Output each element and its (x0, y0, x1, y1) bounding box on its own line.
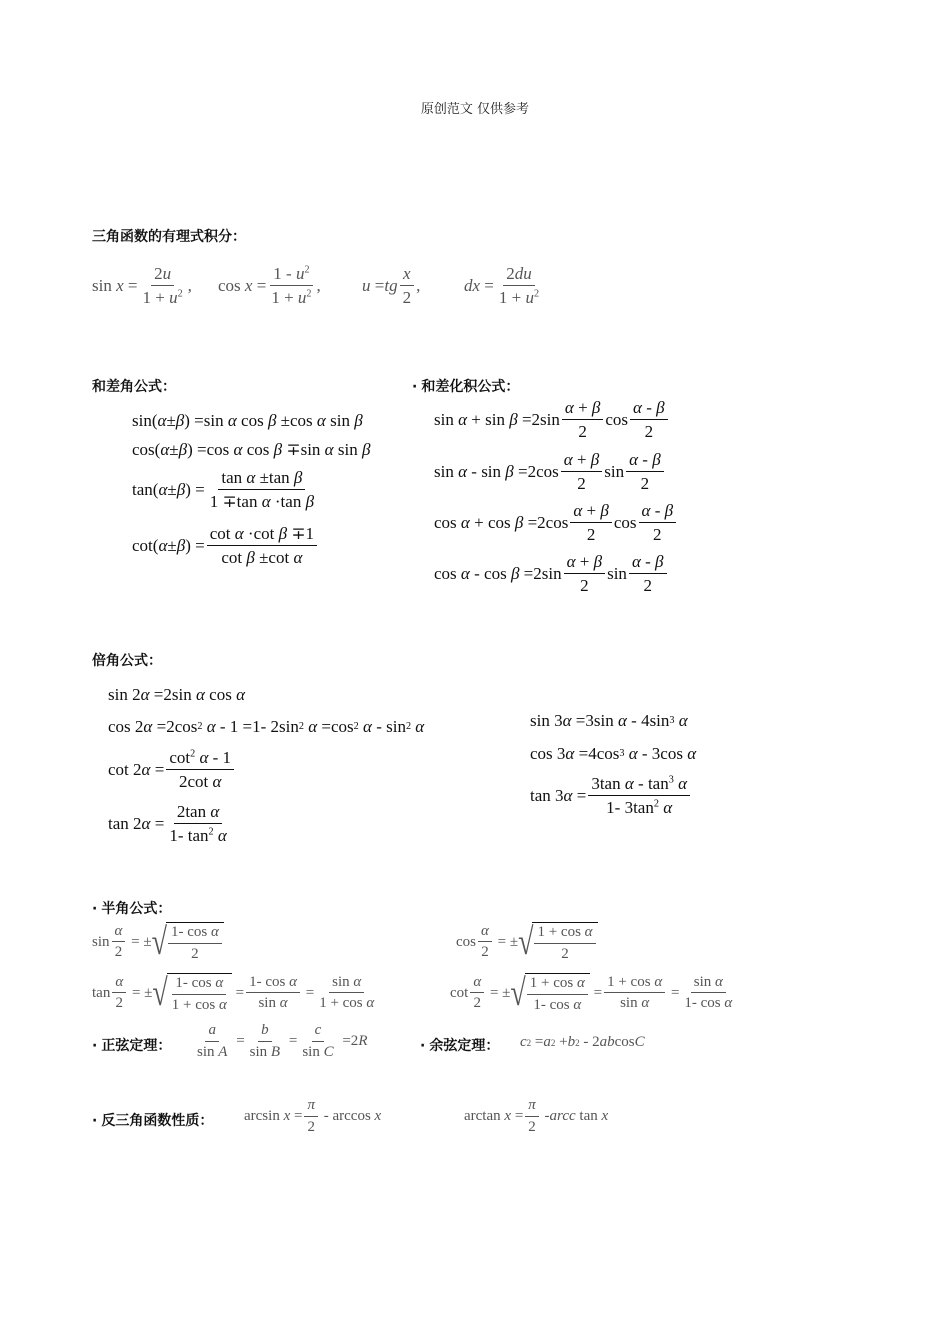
formula-sin-minus-sin: sin α - sin β =2cos $\frac{\alpha + \beta}{2}$ sin $\frac{\alpha - \beta}{2}$ (434, 451, 666, 493)
formula-sin3a: sin 3 α =3sin α - 4sin 3 α (530, 711, 688, 730)
formula-tan-half: tan $\frac{\alpha}{2}$ = ± √ $\frac{\text{1- cos α}}{\text{1 + cos α}}$ = $\frac{\text{1- cos α}}{\text{sin α}}$ = $\frac{\text{sin α}}{\text{1 + cos α}}$ (92, 972, 375, 1015)
formula-sinx-rational: sin x = $\frac{2u}{1 + u^2}$ , (92, 264, 192, 307)
formula-cos3a: cos 3 α =4cos 3 α - 3cos α (530, 744, 697, 763)
bullet: · (412, 379, 418, 395)
formula-arctan: arctan x = $\frac{\pi}{2}$ - arcc tan x (464, 1097, 609, 1135)
formula-sin-half: sin $\frac{\alpha}{2}$ = ± √ $\frac{\text{1- cos α}}{2}$ (92, 922, 224, 963)
formula-cot-half: cot $\frac{\alpha}{2}$ = ± √ $\frac{\text{1 + cos α}}{\text{1- cos α}}$ = $\frac{\text{1 + cos α}}{\text{sin α}}$ = $\frac{\text{sin α}}{\text{1- cos α}}$ (450, 972, 733, 1015)
formula-cos-sum: cos( α ± β ) =cos α cos β ∓sin α sin β (132, 440, 371, 459)
formula-sin-plus-sin: sin α + sin β =2sin $\frac{\alpha + \beta}{2}$ cos $\frac{\alpha - \beta}{2}$ (434, 399, 670, 441)
heading-cosine-law: · 余弦定理： (420, 1038, 500, 1054)
formula-tan3a: tan 3 α = $\frac{3\tan \alpha - \tan^3 \alpha}{1- 3\tan^2 \alpha}$ (530, 775, 692, 817)
heading-double: 倍角公式： (92, 653, 162, 669)
heading-inverse: · 反三角函数性质： (92, 1113, 214, 1129)
formula-cos2a: cos 2 α =2cos 2 α - 1 =1- 2sin 2 α =cos 2 α - sin 2 α (108, 717, 425, 736)
formula-cosine-law: c 2 = a 2 + b 2 - 2 ab cos C (520, 1034, 645, 1050)
bullet: · (420, 1038, 426, 1054)
formula-tan2a: tan 2 α = $\frac{\text{2tan α}}{1- \tan^2 \alpha}$ (108, 802, 227, 845)
heading-half: · 半角公式： (92, 901, 172, 917)
formula-sin2a: sin 2 α =2sin α cos α (108, 685, 246, 704)
formula-tan-sum: tan( α ± β ) = $\frac{\text{tan α ±tan β}}{\text{1 ∓tan α ·tan β}}$ (132, 468, 315, 511)
heading-sine-law: · 正弦定理： (92, 1038, 172, 1054)
page-header: 原创范文 仅供参考 (420, 102, 530, 117)
bullet: · (92, 1038, 98, 1054)
formula-u-tg: u = tg $\frac{x}{2}$ , (362, 264, 421, 307)
heading-sum-diff: 和差角公式： (92, 379, 176, 395)
heading-sum-to-product: · 和差化积公式： (412, 379, 520, 395)
formula-sin-sum: sin( α ± β ) =sin α cos β ±cos α sin β (132, 411, 363, 430)
formula-cosx-rational: cos x = $\frac{1 - u^2}{1 + u^2}$ , (218, 264, 321, 307)
formula-arcsin: arcsin x = $\frac{\pi}{2}$ - arccos x (244, 1097, 382, 1135)
formula-cot-sum: cot( α ± β ) = $\frac{\text{cot α ·cot β ∓1}}{\text{cot β ±cot α}}$ (132, 525, 319, 567)
formula-dx: dx = $\frac{2du}{1 + u^2}$ (464, 264, 540, 307)
formula-cos-half: cos $\frac{\alpha}{2}$ = ± √ $\frac{\text{1 + cos α}}{2}$ (456, 922, 598, 963)
formula-cot2a: cot 2 α = $\frac{\cot^2 \alpha - 1}{\text{2cot α}}$ (108, 749, 236, 791)
bullet: · (92, 901, 98, 917)
formula-cos-minus-cos: cos α - cos β =2sin $\frac{\alpha + \beta}{2}$ sin $\frac{\alpha - \beta}{2}$ (434, 553, 669, 595)
formula-cos-plus-cos: cos α + cos β =2cos $\frac{\alpha + \beta}{2}$ cos $\frac{\alpha - \beta}{2}$ (434, 502, 678, 544)
heading-rational: 三角函数的有理式积分： (92, 229, 246, 245)
formula-sine-law: $\frac{a}{\text{sin A}}$ = $\frac{b}{\text{sin B}}$ = $\frac{c}{\text{sin C}}$ =2 R (197, 1022, 368, 1060)
bullet: · (92, 1113, 98, 1129)
